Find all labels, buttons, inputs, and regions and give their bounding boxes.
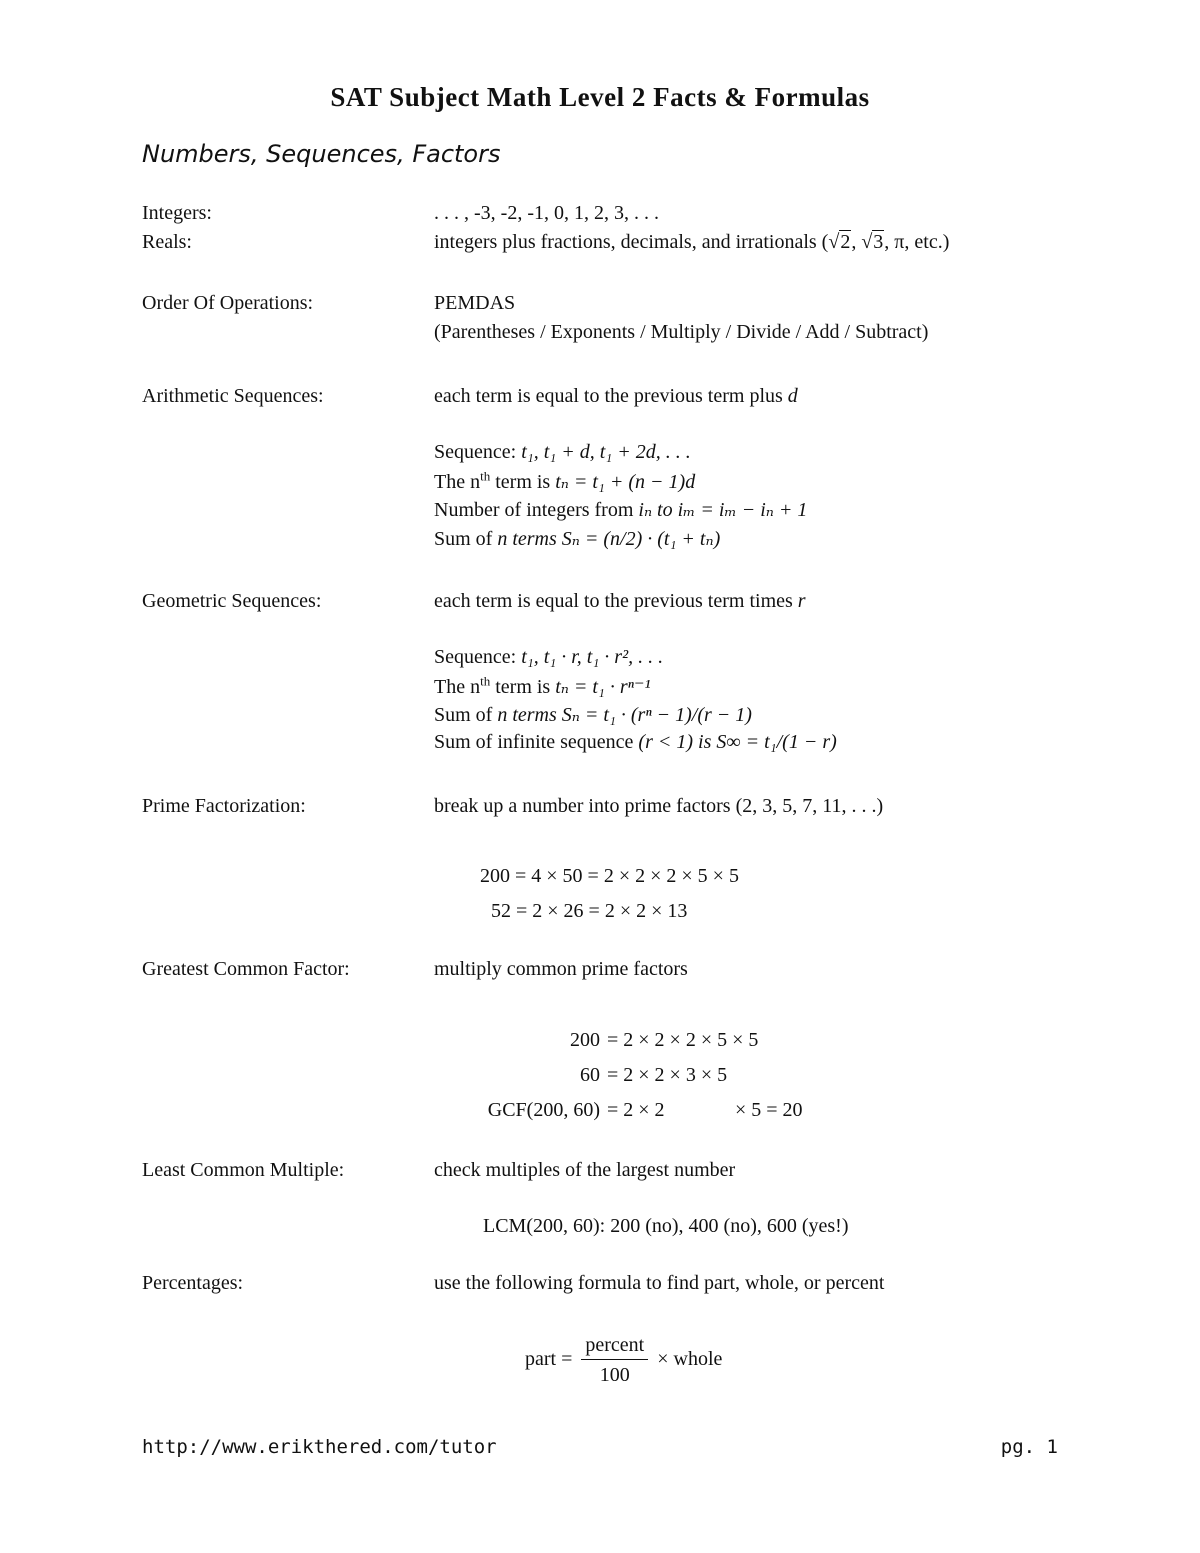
percent-desc: use the following formula to find part, whole, or percent <box>434 1272 885 1294</box>
reals-label: Reals: <box>142 231 192 253</box>
reals-text-end: , π, etc.) <box>884 231 950 253</box>
integers-label: Integers: <box>142 202 212 224</box>
reals-value: integers plus fractions, decimals, and irrationals (√2, √3, π, etc.) <box>434 231 950 253</box>
gcf-desc: multiply common prime factors <box>434 958 688 980</box>
prime-label: Prime Factorization: <box>142 795 306 817</box>
gcf-result-tail: × 5 = 20 <box>735 1099 803 1121</box>
prime-example-200: 200 = 4 × 50 = 2 × 2 × 2 × 5 × 5 <box>480 865 739 887</box>
page-title: SAT Subject Math Level 2 Facts & Formulas <box>330 82 870 112</box>
lcm-desc: check multiples of the largest number <box>434 1159 736 1181</box>
section-heading: Numbers, Sequences, Factors <box>142 140 501 168</box>
gcf-result-common: = 2 × 2 <box>607 1099 665 1121</box>
reals-text: integers plus fractions, decimals, and irrationals ( <box>434 231 829 253</box>
arith-count: Number of integers from iₙ to iₘ = iₘ − iₙ + 1 <box>434 499 808 521</box>
order-label: Order Of Operations: <box>142 292 314 314</box>
geo-desc: each term is equal to the previous term times r <box>434 590 806 612</box>
footer-url[interactable]: http://www.erikthered.com/tutor <box>142 1436 497 1458</box>
geo-nth-term: The $n^{th}$ term is tₙ = t₁ · rⁿ⁻¹ <box>434 673 651 698</box>
geo-infinite-sum: Sum of infinite sequence (r < 1) is S∞ = t₁/(1 − r) <box>434 731 837 753</box>
arith-nth-term: The $n^{th}$ term is tₙ = t₁ + (n − 1)d <box>434 468 696 493</box>
prime-example-52: 52 = 2 × 26 = 2 × 2 × 13 <box>491 900 688 922</box>
prime-desc: break up a number into prime factors (2, 3, 5, 7, 11, . . .) <box>434 795 884 817</box>
sqrt-3: √3 <box>861 231 884 253</box>
gcf-200-rhs: = 2 × 2 × 2 × 5 × 5 <box>607 1029 759 1051</box>
arith-desc: each term is equal to the previous term plus d <box>434 385 798 407</box>
integers-value: . . . , -3, -2, -1, 0, 1, 2, 3, . . . <box>434 202 659 224</box>
gcf-60-lhs: 60 <box>580 1064 600 1086</box>
arith-sum: Sum of n terms Sₙ = (n/2) · (t₁ + tₙ) <box>434 528 721 550</box>
gcf-result-lhs: GCF(200, 60) <box>487 1099 600 1121</box>
sqrt-2: √2 <box>828 231 851 253</box>
geo-sequence: Sequence: t₁, t₁ · r, t₁ · r², . . . <box>434 646 664 668</box>
arith-sequence: Sequence: t₁, t₁ + d, t₁ + 2d, . . . <box>434 441 691 463</box>
gcf-label: Greatest Common Factor: <box>142 958 350 980</box>
percent-label: Percentages: <box>142 1272 244 1294</box>
lcm-label: Least Common Multiple: <box>142 1159 345 1181</box>
lcm-example: LCM(200, 60): 200 (no), 400 (no), 600 (yes!) <box>483 1215 849 1237</box>
geo-sum: Sum of n terms Sₙ = t₁ · (rⁿ − 1)/(r − 1) <box>434 704 752 726</box>
geo-label: Geometric Sequences: <box>142 590 322 612</box>
gcf-200-lhs: 200 <box>570 1029 600 1051</box>
order-expansion: (Parentheses / Exponents / Multiply / Divide / Add / Subtract) <box>434 321 929 343</box>
percent-formula: part = $\frac{\text{percent}}{100}$ × whole <box>525 1334 723 1386</box>
gcf-60-rhs: = 2 × 2 × 3 × 5 <box>607 1064 728 1086</box>
percent-fraction: $\frac{\text{percent}}{100}$ <box>581 1334 648 1387</box>
arith-label: Arithmetic Sequences: <box>142 385 324 407</box>
order-pemdas: PEMDAS <box>434 292 516 314</box>
page-number: pg. 1 <box>1000 1436 1058 1458</box>
